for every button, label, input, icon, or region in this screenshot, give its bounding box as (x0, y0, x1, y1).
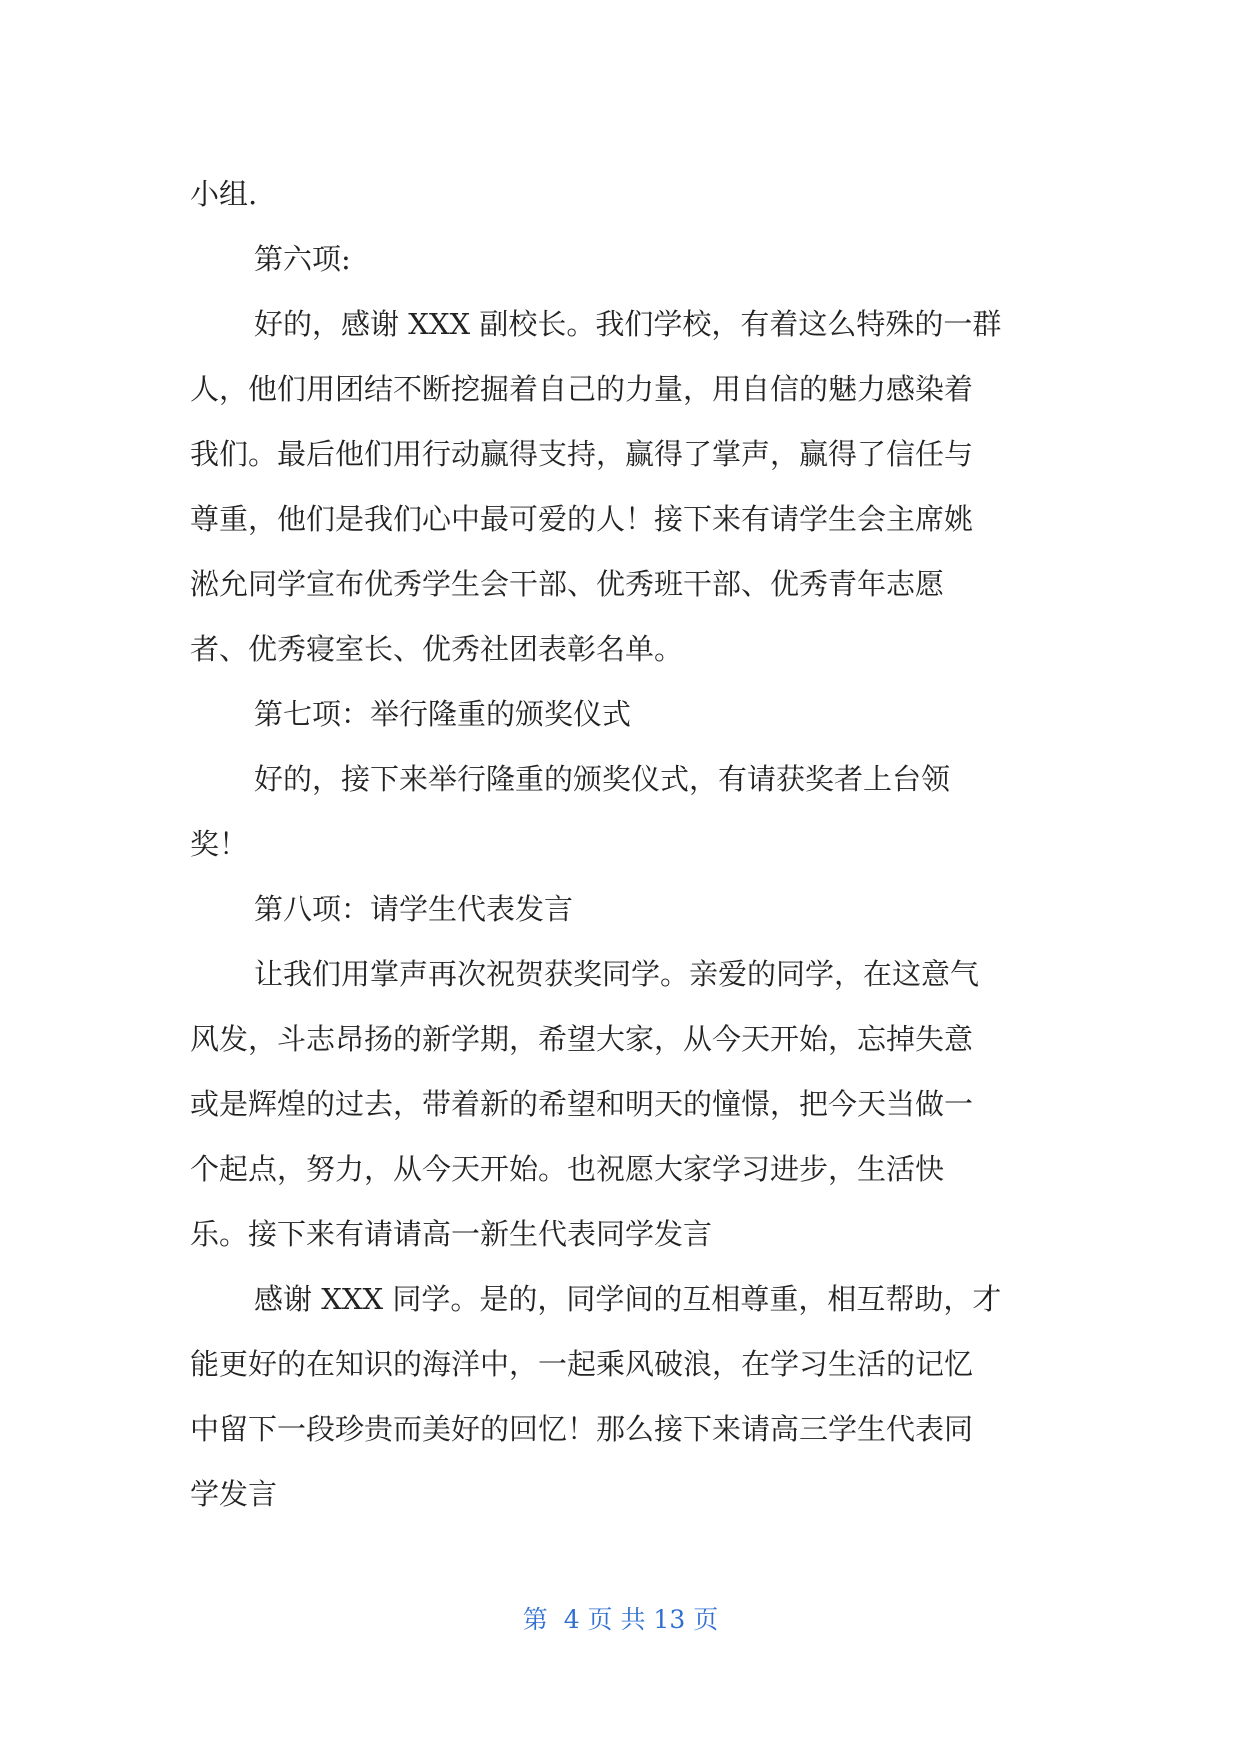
text-line: 中留下一段珍贵而美好的回忆！那么接下来请高三学生代表同 (190, 1412, 974, 1446)
page-number-label: 第 4 页 共 13 页 (522, 1605, 719, 1634)
text-line: 或是辉煌的过去，带着新的希望和明天的憧憬，把今天当做一 (190, 1087, 974, 1121)
text-line: 我们。最后他们用行动赢得支持，赢得了掌声，赢得了信任与 (190, 437, 974, 471)
text-line: 好的，感谢 XXX 副校长。我们学校，有着这么特殊的一群 (254, 307, 1002, 341)
text-line: 第六项: (254, 242, 351, 276)
page-footer (0, 1605, 1241, 1635)
text-line: 感谢 XXX 同学。是的，同学间的互相尊重，相互帮助，才 (254, 1282, 1002, 1316)
text-line: 者、优秀寝室长、优秀社团表彰名单。 (190, 632, 684, 666)
text-line: 奖！ (190, 827, 249, 861)
text-line: 能更好的在知识的海洋中，一起乘风破浪，在学习生活的记忆 (190, 1347, 974, 1381)
text-line: 乐。接下来有请请高一新生代表同学发言 (190, 1217, 713, 1251)
text-line: 第八项：请学生代表发言 (254, 892, 574, 926)
text-line: 第七项：举行隆重的颁奖仪式 (254, 697, 632, 731)
text-line: 好的，接下来举行隆重的颁奖仪式，有请获奖者上台领 (254, 762, 951, 796)
text-line: 让我们用掌声再次祝贺获奖同学。亲爱的同学，在这意气 (254, 957, 980, 991)
text-line: 小组. (190, 177, 258, 211)
text-line: 个起点，努力，从今天开始。也祝愿大家学习进步，生活快 (190, 1152, 945, 1186)
text-line: 人，他们用团结不断挖掘着自己的力量，用自信的魅力感染着 (190, 372, 974, 406)
text-line: 学发言 (190, 1477, 278, 1511)
text-line: 风发，斗志昂扬的新学期，希望大家，从今天开始，忘掉失意 (190, 1022, 974, 1056)
document-body (190, 162, 1036, 1527)
text-line: 尊重，他们是我们心中最可爱的人！接下来有请学生会主席姚 (190, 502, 974, 536)
text-line: 淞允同学宣布优秀学生会干部、优秀班干部、优秀青年志愿 (190, 567, 945, 601)
